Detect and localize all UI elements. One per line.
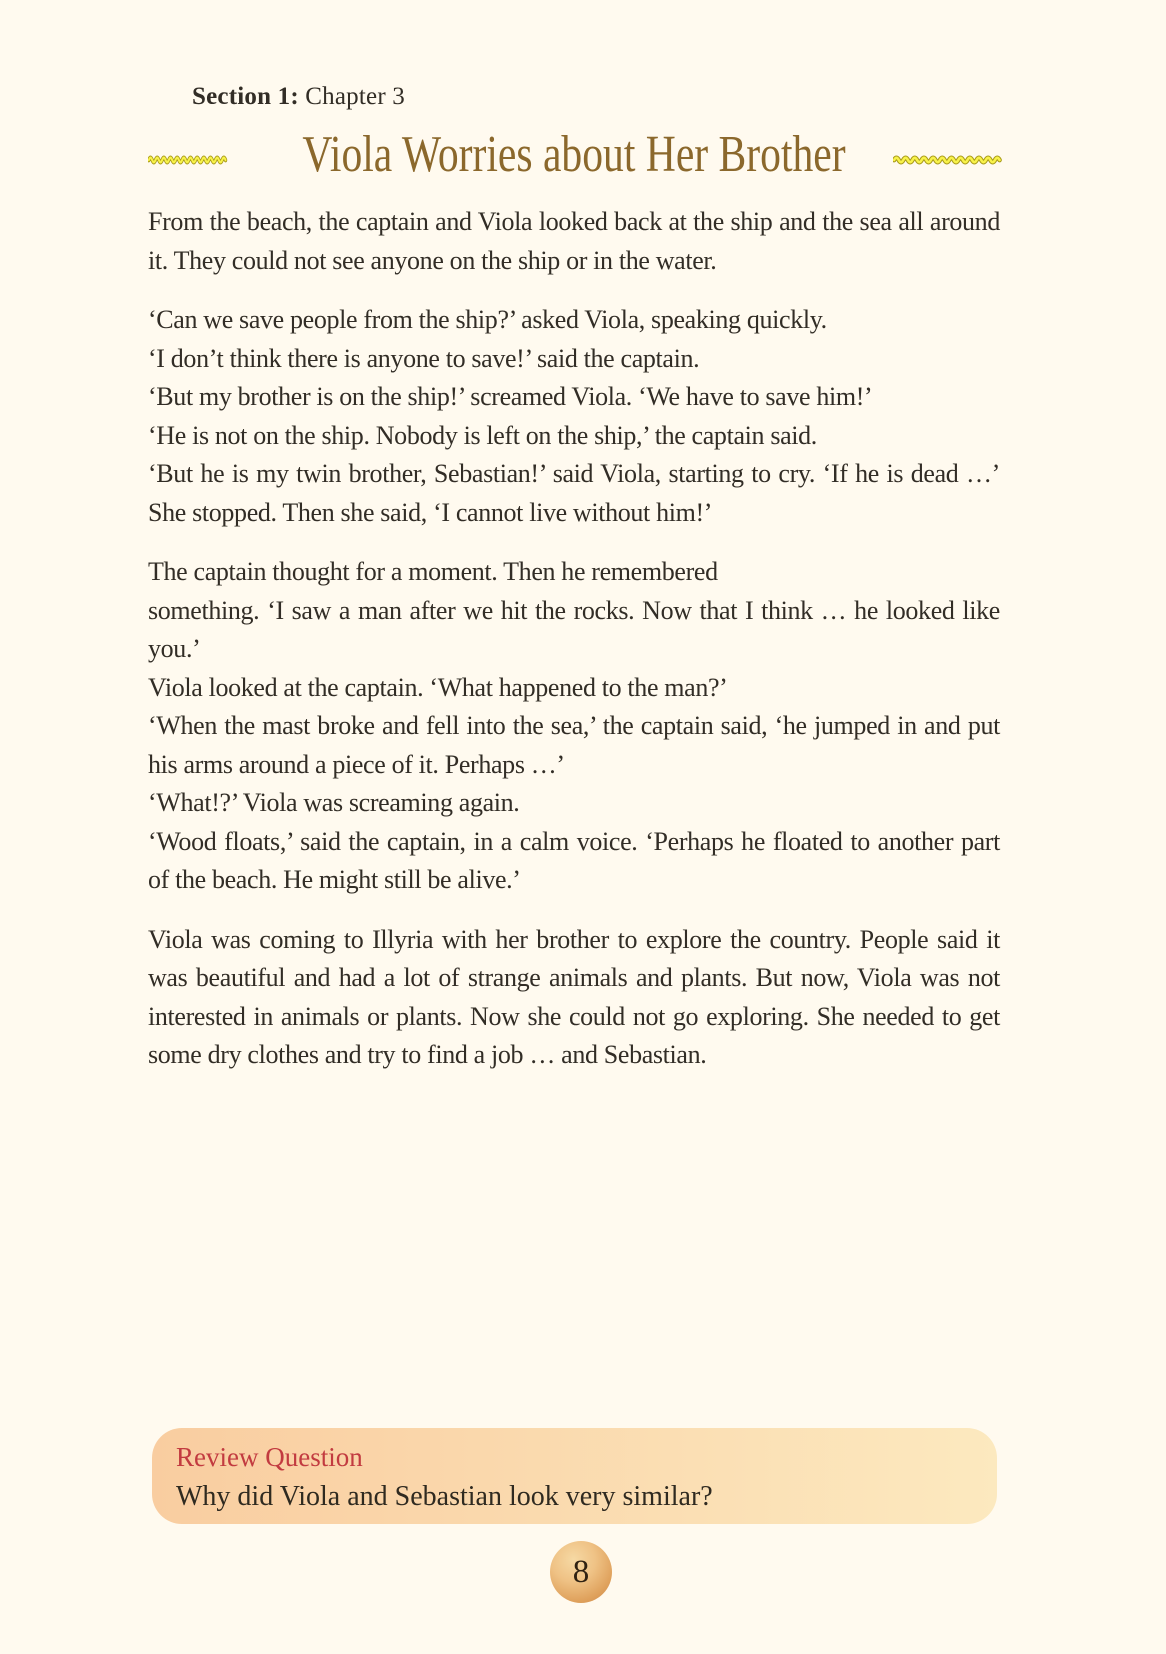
story-line: The captain thought for a moment. Then he remembered [148, 557, 718, 586]
story-line: Viola was coming to Illyria with her brother to explore the country. People said it was beautiful and had a lot of strange animals and plants. But now, Viola was not interested in animals or plants. Now she could not go exploring. She needed to get some dry clothes and try to find a job … and Sebastian. [148, 924, 1000, 1069]
story-line: something. ‘I saw a man after we hit the rocks. Now that I think … he looked like you.’ [148, 595, 1000, 663]
squiggle-left-icon [148, 154, 228, 166]
review-question-text: Why did Viola and Sebastian look very similar? [176, 1481, 713, 1512]
story-paragraph [148, 203, 1000, 280]
story-line: ‘But my brother is on the ship!’ screamed Viola. ‘We have to save him!’ [148, 382, 873, 411]
story-paragraph [148, 921, 1000, 1075]
story-paragraph [148, 301, 1000, 532]
story-line: ‘I don’t think there is anyone to save!’ said the captain. [148, 343, 700, 373]
story-paragraph [148, 553, 1000, 900]
story-line: ‘When the mast broke and fell into the sea,’ the captain said, ‘he jumped in and put his arms around a piece of it. Perhaps …’ [148, 711, 1000, 779]
section-label: Section 1: [192, 83, 299, 110]
story-line: ‘He is not on the ship. Nobody is left on the ship,’ the captain said. [148, 420, 817, 450]
chapter-label: Chapter 3 [298, 83, 405, 110]
chapter-header [192, 83, 405, 111]
story-line: From the beach, the captain and Viola looked back at the ship and the sea all around it. They could not see anyone on the ship or in the water. [148, 207, 1000, 275]
chapter-title: Viola Worries about Her Brother [302, 126, 846, 183]
story-text [148, 203, 1000, 1075]
squiggle-right-icon [893, 154, 1003, 166]
story-line: ‘Wood floats,’ said the captain, in a calm voice. ‘Perhaps he floated to another part of the beach. He might still be alive.’ [148, 826, 1000, 894]
story-line: ‘But he is my twin brother, Sebastian!’ said Viola, starting to cry. ‘If he is dead …’ She stopped. Then she said, ‘I cannot live without him!’ [148, 459, 1000, 527]
page-number: 8 [572, 1553, 590, 1590]
story-line: Viola looked at the captain. ‘What happened to the man?’ [148, 672, 728, 702]
story-line: ‘What!?’ Viola was screaming again. [148, 788, 520, 817]
story-line: ‘Can we save people from the ship?’ asked Viola, speaking quickly. [148, 305, 827, 334]
review-heading: Review Question [176, 1442, 363, 1472]
review-question-box [152, 1428, 997, 1524]
page-number-badge [550, 1541, 612, 1603]
